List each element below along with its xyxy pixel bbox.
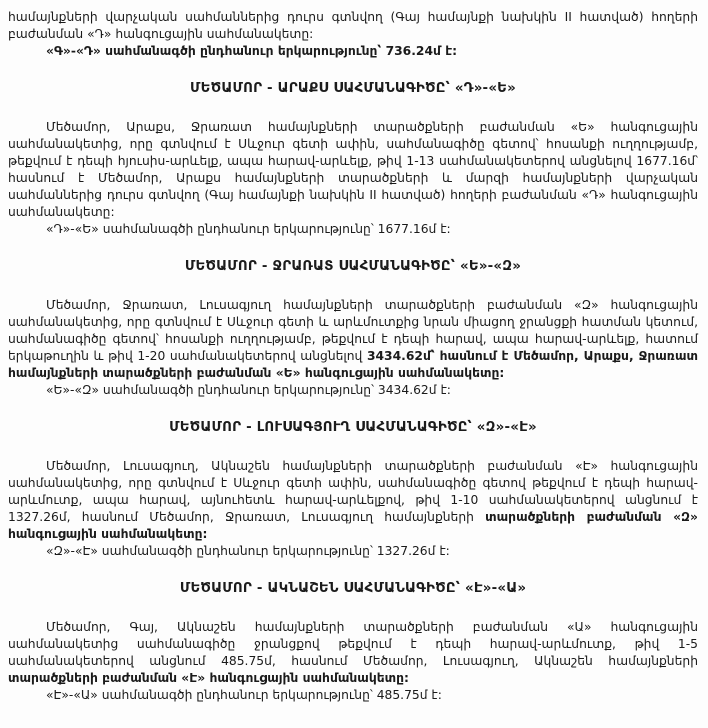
section-summary-line: «Է»-«Ա» սահմանագծի ընդհանուր երկարությունը՝ 485.75մ է:	[46, 688, 442, 702]
section-body-text: Մեծամոր, Արաքս, Ջրառատ համայնքների տարածքների բաժանման «Ե» հանգուցային սահմանակետից, որը գտնվում է Սևջուր գետի ափին, սահմանագիծը գետով՝ հոսանքի ուղղությամբ, թեքվում է դեպի հյուսիս-արևելք, ապա հարավ-արևելք, թիվ 1-13 սահմանակետերով անցնելով 1677.16մ՝ հասնում է Մեծամոր, Արաքս համայնքների տարածքների և մարզի համայնքների վարչական սահմաններից դուրս գտնվող (Գայ համայնքի նախկին II հատված) հողերի բաժանման «Դ» հանգուցային սահմանակետը:	[8, 120, 698, 219]
border-section-lusagyugh	[8, 419, 698, 560]
section-body-bold-text: տարածքների բաժանման «Է» հանգուցային սահմանակետը:	[8, 671, 409, 685]
section-heading-aknashen: ՄԵԾԱՄՈՐ - ԱԿՆԱՇԵՆ ՍԱՀՄԱՆԱԳԻԾԸ՝ «Է»-«Ա»	[179, 581, 527, 596]
section-body-bold-text: տարածքների բաժանման «Զ» հանգուցային սահմանակետը:	[8, 510, 698, 541]
section-paragraph	[8, 297, 698, 382]
border-section-aknashen	[8, 580, 698, 704]
section-body-text: Մեծամոր, Ջրառատ, Լուսագյուղ համայնքների տարածքների բաժանման «Զ» հանգուցային սահմանակետից, որը գտնվում է Սևջուր գետի և արևմուտքից նրան միացող ջրանցքի հատման կետում, սահմանագիծը գետով՝ հոսանքի ուղղությամբ, թեքվում է դեպի հարավ, ապա հարավ-արևելք, հատում երկաթուղին և թիվ 1-20 սահմանակետերով անցնելով	[8, 298, 698, 363]
section-summary-line: «Զ»-«Է» սահմանագծի ընդհանուր երկարությունը՝ 1327.26մ է:	[46, 544, 450, 558]
section-paragraph	[8, 119, 698, 221]
intro-continuation-paragraph: համայնքների վարչական սահմաններից դուրս գտնվող (Գայ համայնքի նախկին II հատված) հողերի բաժանման «Դ» հանգուցային սահմանակետը:	[8, 10, 698, 41]
border-section-jrarat	[8, 258, 698, 399]
section-heading-lusagyugh: ՄԵԾԱՄՈՐ - ԼՈՒՍԱԳՅՈՒՂ ՍԱՀՄԱՆԱԳԻԾԸ՝ «Զ»-«Է»	[169, 420, 537, 435]
section-body-text: Մեծամոր, Լուսագյուղ, Ակնաշեն համայնքների տարածքների բաժանման «Է» հանգուցային սահմանակետից, որը գտնվում է Սևջուր գետի ափին, սահմանագիծը գետով թեքվում է դեպի հարավ-արևմուտք, ապա հարավ, այնուհետև հարավ-արևելքով, թիվ 1-10 սահմանակետերով անցնում է 1327.26մ, հասնում Մեծամոր, Ջրառատ, Լուսագյուղ համայնքների	[8, 459, 698, 524]
section-heading-araks: ՄԵԾԱՄՈՐ - ԱՐԱՔՍ ՍԱՀՄԱՆԱԳԻԾԸ՝ «Դ»-«Ե»	[190, 81, 516, 96]
section-paragraph	[8, 458, 698, 543]
intro-block	[8, 9, 698, 60]
intro-summary-line: «Գ»-«Դ» սահմանագծի ընդհանուր երկարությունը՝ 736.24մ է:	[46, 44, 458, 58]
section-body-bold-text: 3434.62մ՝ հասնում է Մեծամոր, Արաքս, Ջրառատ համայնքների տարածքների բաժանման «Ե» հանգուցային սահմանակետը:	[8, 349, 698, 380]
section-body-text: Մեծամոր, Գայ, Ակնաշեն համայնքների տարածքների բաժանման «Ա» հանգուցային սահմանակետից սահմանագիծը ջրանցքով թեքվում է դեպի հարավ-արևմուտք, թիվ 1-5 սահմանակետերով անցնում 485.75մ, հասնում Մեծամոր, Լուսագյուղ, Ակնաշեն համայնքների	[8, 620, 698, 668]
section-paragraph	[8, 619, 698, 687]
section-summary-line: «Ե»-«Զ» սահմանագծի ընդհանուր երկարությունը՝ 3434.62մ է:	[46, 383, 451, 397]
section-heading-jrarat: ՄԵԾԱՄՈՐ - ՋՐԱՌԱՏ ՍԱՀՄԱՆԱԳԻԾԸ՝ «Ե»-«Զ»	[184, 259, 522, 274]
section-summary-line: «Դ»-«Ե» սահմանագծի ընդհանուր երկարությունը՝ 1677.16մ է:	[46, 222, 451, 236]
border-section-araks	[8, 80, 698, 238]
